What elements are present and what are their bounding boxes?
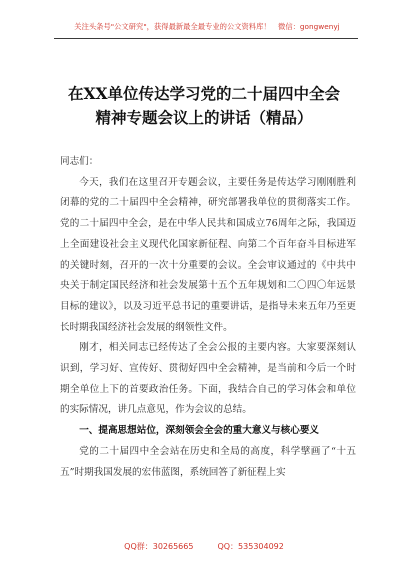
header-divider xyxy=(54,38,358,39)
document-title xyxy=(40,82,368,130)
footer-contact: QQ群：30265665 QQ：535304092 xyxy=(124,542,284,551)
paragraph-1: 今天，我们在这里召开专题会议，主要任务是传达学习刚刚胜利闭幕的党的二十届四中全会精神，研究部署我单位的贯彻落实工作。党的二十届四中全会，是在中华人民共和国成立76周年之际，我国迈上全面建设社会主义现代化国家新征程、向第二个百年奋斗目标进军的关键时刻，召开的一次十分重要的会议。全会审议通过的《中共中央关于制定国民经济和社会发展第十五个五年规划和二〇四〇年远景目标的建议》，以及习近平总书记的重要讲话，是指导未来五年乃至更长时期我国经济社会发展的纲领性文件。 xyxy=(60,176,356,333)
section-heading-1: 一、提高思想站位，深刻领会全会的重大意义与核心要义 xyxy=(79,425,320,437)
salutation: 同志们： xyxy=(60,156,99,167)
document-body xyxy=(60,152,356,483)
paragraph-3: 党的二十届四中全会站在历史和全局的高度，科学擘画了“十五五”时期我国发展的宏伟蓝图，系统回答了新征程上实 xyxy=(60,445,356,478)
header-promo-banner: 关注头条号"公文研究"，获得最新最全最专业的公文资料库！ 微信：gongwenyj xyxy=(74,22,340,31)
title-line-2: 精神专题会议上的讲话（精品） xyxy=(95,108,313,127)
paragraph-2: 刚才，相关同志已经传达了全会公报的主要内容。大家要深刻认识到，学习好、宣传好、贯彻好四中全会精神，是当前和今后一个时期全单位上下的首要政治任务。下面，我结合自己的学习体会和单位的实际情况，讲几点意见，作为会议的总结。 xyxy=(60,342,356,416)
title-line-1: 在XX单位传达学习党的二十届四中全会 xyxy=(67,84,341,103)
